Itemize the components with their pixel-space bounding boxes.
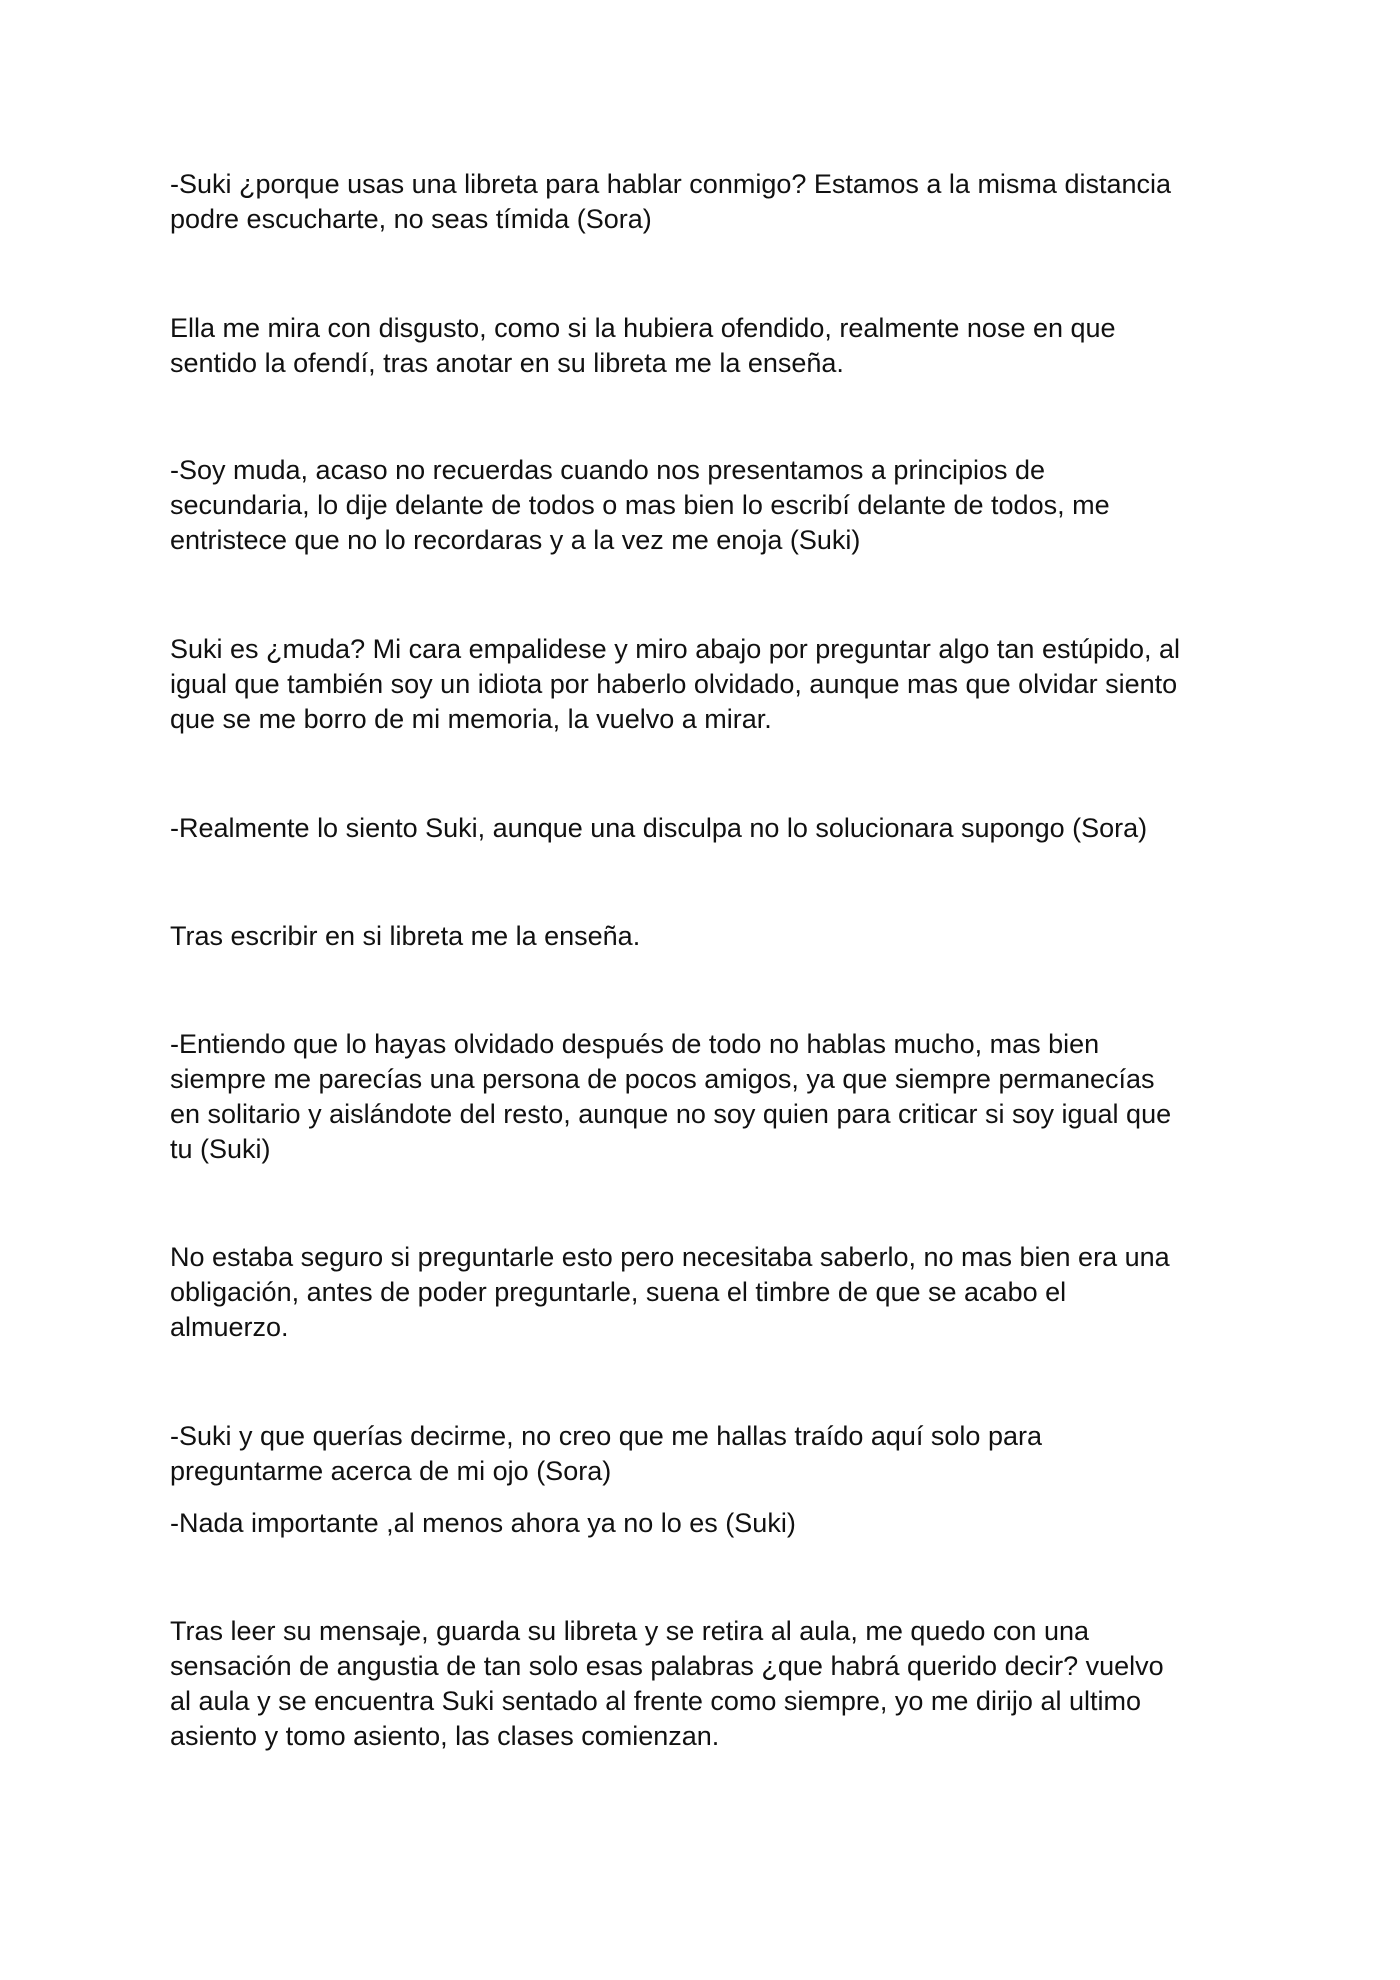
text-line: que se me borro de mi memoria, la vuelvo a mirar. (170, 704, 772, 734)
paragraph-sora-apology (170, 811, 1250, 846)
paragraph-narration-bell (170, 1240, 1250, 1345)
text-line: en solitario y aislándote del resto, aunque no soy quien para criticar si soy igual que (170, 1099, 1172, 1129)
text-line: -Realmente lo siento Suki, aunque una disculpa no lo solucionara supongo (Sora) (170, 813, 1148, 843)
text-line: podre escucharte, no seas tímida (Sora) (170, 204, 652, 234)
paragraph-narration-realization (170, 632, 1250, 737)
text-line: sensación de angustia de tan solo esas palabras ¿que habrá querido decir? vuelvo (170, 1651, 1164, 1681)
text-line: -Suki y que querías decirme, no creo que me hallas traído aquí solo para (170, 1421, 1042, 1451)
text-line: -Entiendo que lo hayas olvidado después de todo no hablas mucho, mas bien (170, 1029, 1100, 1059)
text-line: Suki es ¿muda? Mi cara empalidese y miro abajo por preguntar algo tan estúpido, al (170, 634, 1181, 664)
paragraph-sora-question (170, 167, 1250, 237)
text-line: siempre me parecías una persona de pocos amigos, ya que siempre permanecías (170, 1064, 1155, 1094)
text-line: -Suki ¿porque usas una libreta para hablar conmigo? Estamos a la misma distancia (170, 169, 1172, 199)
text-line: sentido la ofendí, tras anotar en su libreta me la enseña. (170, 348, 844, 378)
text-line: al aula y se encuentra Suki sentado al frente como siempre, yo me dirijo al ultimo (170, 1686, 1141, 1716)
paragraph-suki-understanding (170, 1027, 1250, 1167)
text-line: igual que también soy un idiota por haberlo olvidado, aunque mas que olvidar siento (170, 669, 1178, 699)
text-line: entristece que no lo recordaras y a la vez me enoja (Suki) (170, 525, 861, 555)
text-line: -Soy muda, acaso no recuerdas cuando nos presentamos a principios de (170, 455, 1046, 485)
text-line: preguntarme acerca de mi ojo (Sora) (170, 1456, 612, 1486)
text-line: secundaria, lo dije delante de todos o mas bien lo escribí delante de todos, me (170, 490, 1110, 520)
text-line: Ella me mira con disgusto, como si la hubiera ofendido, realmente nose en que (170, 313, 1116, 343)
text-line: Tras leer su mensaje, guarda su libreta y se retira al aula, me quedo con una (170, 1616, 1090, 1646)
paragraph-narration-classroom (170, 1614, 1250, 1754)
paragraph-suki-reply (170, 1506, 1250, 1541)
text-line: No estaba seguro si preguntarle esto pero necesitaba saberlo, no mas bien era una (170, 1242, 1170, 1272)
text-line: Tras escribir en si libreta me la enseña. (170, 921, 641, 951)
paragraph-narration-writes (170, 919, 1250, 954)
paragraph-suki-mute (170, 453, 1250, 558)
text-line: tu (Suki) (170, 1134, 271, 1164)
paragraph-sora-asks (170, 1419, 1250, 1489)
paragraph-narration-offended (170, 311, 1250, 381)
text-line: obligación, antes de poder preguntarle, suena el timbre de que se acabo el (170, 1277, 1067, 1307)
text-line: almuerzo. (170, 1312, 289, 1342)
text-line: -Nada importante ,al menos ahora ya no lo es (Suki) (170, 1508, 796, 1538)
text-line: asiento y tomo asiento, las clases comienzan. (170, 1721, 720, 1751)
